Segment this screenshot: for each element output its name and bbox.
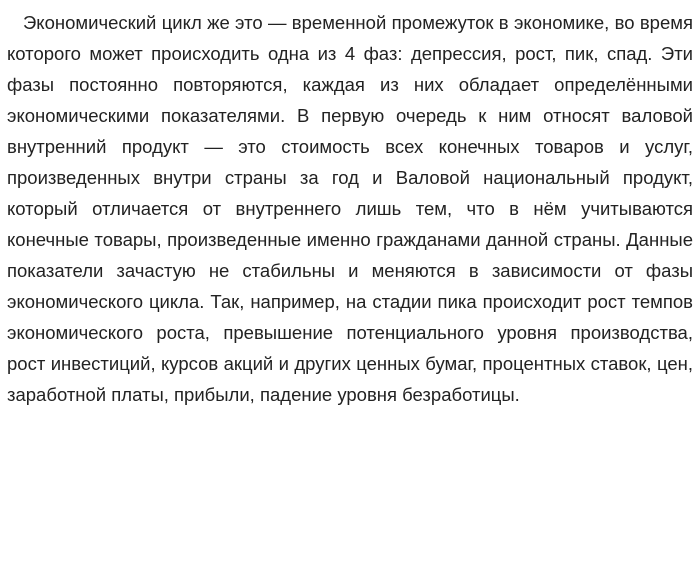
body-paragraph: Экономический цикл же это — временной промежуток в экономике, во время которого может происходить одна из 4 фаз: депрессия, рост, пик, спад. Эти фазы постоянно повторяются, каждая из них обладает определёнными экономическими показателями. В первую очередь к ним относят валовой внутренний продукт — это стоимость всех конечных товаров и услуг, произведенных внутри страны за год и Валовой национальный продукт, который отличается от внутреннего лишь тем, что в нём учитываются конечные товары, произведенные именно гражданами данной страны. Данные показатели зачастую не стабильны и меняются в зависимости от фазы экономического цикла. Так, например, на стадии пика происходит рост темпов экономического роста, превышение потенциального уровня производства, рост инвестиций, курсов акций и других ценных бумаг, процентных ставок, цен, заработной платы, прибыли, падение уровня безработицы. [7,12,693,405]
